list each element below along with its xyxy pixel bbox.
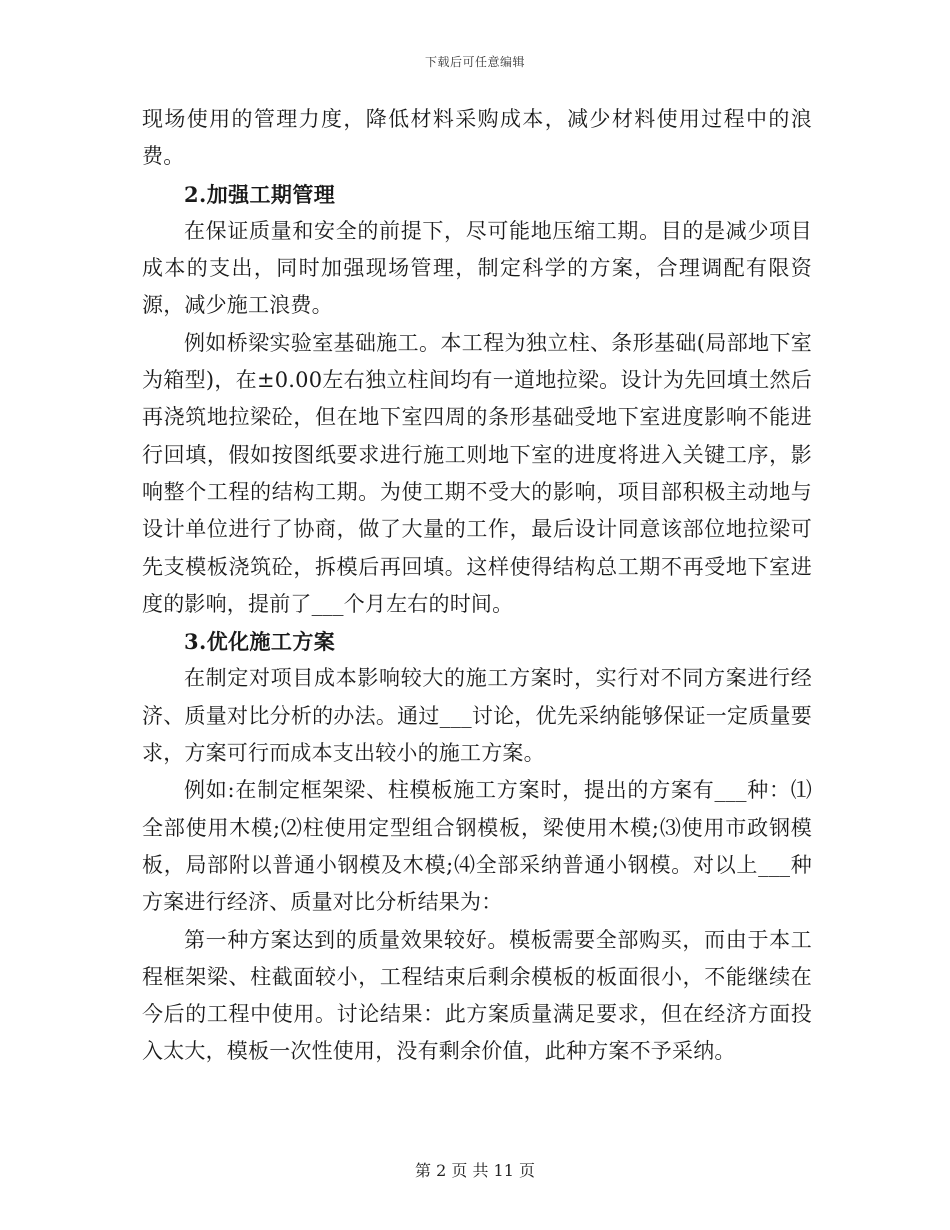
page-header: 下载后可任意编辑 [424,55,525,69]
document-body [142,101,812,1071]
page-number: 第 2 页 共 11 页 [415,1161,535,1180]
paragraph-material-cost: 现场使用的管理力度，降低材料采购成本，减少材料使用过程中的浪费。 [142,107,812,169]
paragraph-schedule-intro: 在保证质量和安全的前提下，尽可能地压缩工期。目的是减少项目成本的支出，同时加强现场管理，制定科学的方案，合理调配有限资源，减少施工浪费。 [142,218,812,318]
paragraph-formwork-options: 例如:在制定框架梁、柱模板施工方案时，提出的方案有___种：⑴全部使用木模;⑵柱使用定型组合钢模板，梁使用木模;⑶使用市政钢模板，局部附以普通小钢模及木模;⑷全部采纳普通小钢模。对以上___种方案进行经济、质量对比分析结果为： [142,778,812,915]
section-heading-schedule: 2.加强工期管理 [184,181,336,207]
paragraph-bridge-lab-example: 例如桥梁实验室基础施工。本工程为独立柱、条形基础(局部地下室为箱型)，在±0.00左右独立柱间均有一道地拉梁。设计为先回填土然后再浇筑地拉梁砼，但在地下室四周的条形基础受地下室进度影响不能进行回填，假如按图纸要求进行施工则地下室的进度将进入关键工序，影响整个工程的结构工期。为使工期不受大的影响，项目部积极主动地与设计单位进行了协商，做了大量的工作，最后设计同意该部位地拉梁可先支模板浇筑砼，拆模后再回填。这样使得结构总工期不再受地下室进度的影响，提前了___个月左右的时间。 [142,330,812,616]
paragraph-option-one-result: 第一种方案达到的质量效果较好。模板需要全部购买，而由于本工程框架梁、柱截面较小，工程结束后剩余模板的板面很小，不能继续在今后的工程中使用。讨论结果：此方案质量满足要求，但在经济方面投入太大，模板一次性使用，没有剩余价值，此种方案不予采纳。 [142,927,812,1064]
section-heading-construction-plan: 3.优化施工方案 [184,629,336,655]
paragraph-plan-intro: 在制定对项目成本影响较大的施工方案时，实行对不同方案进行经济、质量对比分析的办法。通过___讨论，优先采纳能够保证一定质量要求，方案可行而成本支出较小的施工方案。 [142,666,812,766]
